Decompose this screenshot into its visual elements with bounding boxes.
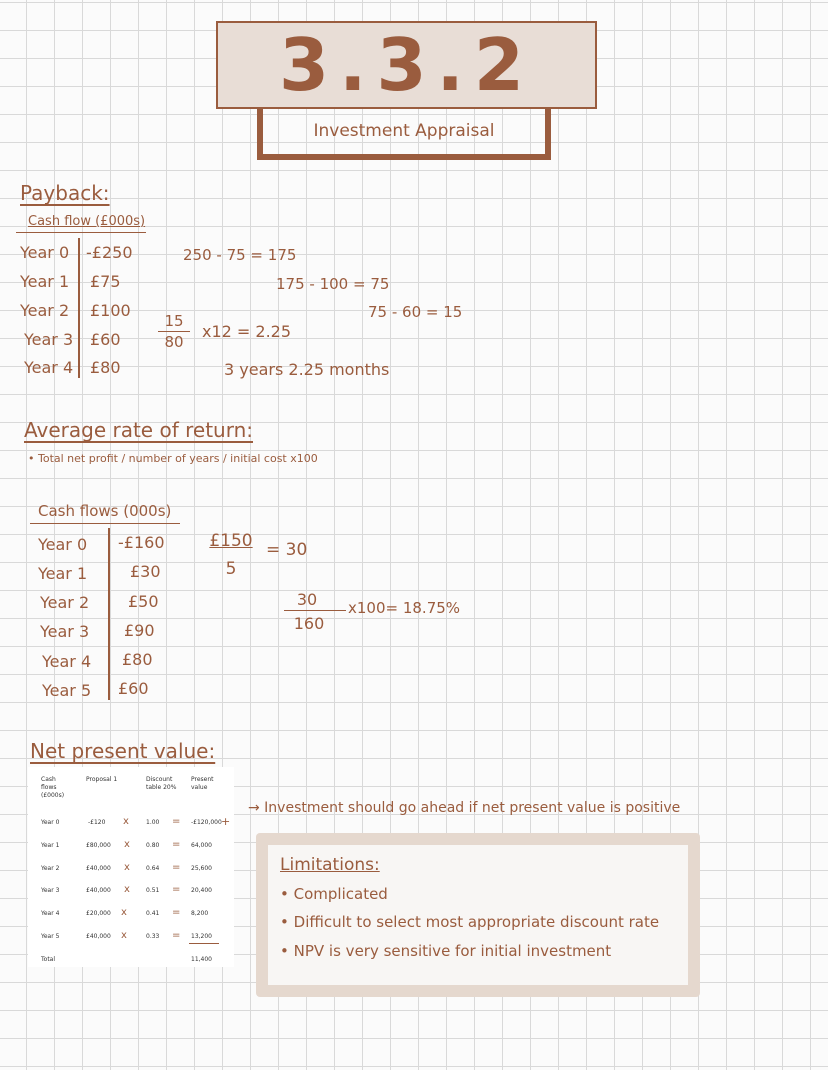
bullet-icon: • xyxy=(280,942,289,960)
plus-icon: + xyxy=(221,815,231,828)
limitation-text: Difficult to select most appropriate discount rate xyxy=(293,913,660,931)
arr-heading: Average rate of return: xyxy=(24,418,253,442)
arr-formula-text: Total net profit / number of years / initial cost x100 xyxy=(38,452,318,465)
equals-icon: = xyxy=(172,862,181,873)
payback-result: 3 years 2.25 months xyxy=(224,360,390,379)
npv-year-3: Year 3 xyxy=(41,887,60,894)
bullet-icon: • xyxy=(28,452,35,465)
multiply-icon: x xyxy=(124,839,130,850)
limitation-item xyxy=(280,913,659,931)
limitation-item xyxy=(280,885,388,903)
equals-icon: = xyxy=(172,930,181,941)
arr-value-1: £30 xyxy=(130,562,161,581)
multiply-icon: x xyxy=(123,816,129,827)
npv-col-cash-flows: Cash flows (£000s) xyxy=(41,776,65,799)
npv-year-4: Year 4 xyxy=(41,910,60,917)
npv-proposal-2: £40,000 xyxy=(86,865,111,872)
arr-frac1-den: 5 xyxy=(225,559,237,579)
limitation-text: Complicated xyxy=(293,885,388,903)
payback-frac-result: x12 = 2.25 xyxy=(202,322,292,341)
arr-value-2: £50 xyxy=(128,592,159,611)
npv-discount-4: 0.41 xyxy=(146,910,160,917)
arr-table-header: Cash flows (000s) xyxy=(38,502,172,520)
arr-frac2-bar xyxy=(284,610,346,611)
npv-pv-4: 8,200 xyxy=(191,910,209,917)
arr-table-divider xyxy=(108,528,110,700)
payback-year-1: Year 1 xyxy=(20,272,70,291)
limitation-text: NPV is very sensitive for initial investment xyxy=(293,942,612,960)
npv-discount-5: 0.33 xyxy=(146,933,160,940)
npv-proposal-3: £40,000 xyxy=(86,887,111,894)
payback-year-3: Year 3 xyxy=(24,330,74,349)
payback-year-0: Year 0 xyxy=(20,243,70,262)
npv-pv-3: 20,400 xyxy=(191,887,212,894)
arr-formula xyxy=(28,452,318,465)
arr-value-5: £60 xyxy=(118,679,149,698)
npv-table xyxy=(28,767,234,967)
payback-frac-bar xyxy=(158,331,190,332)
npv-year-1: Year 1 xyxy=(41,842,60,849)
payback-heading: Payback: xyxy=(20,181,110,205)
payback-value-3: £60 xyxy=(90,330,121,349)
npv-discount-3: 0.51 xyxy=(146,887,160,894)
arr-year-1: Year 1 xyxy=(38,564,88,583)
arr-year-0: Year 0 xyxy=(38,535,88,554)
subtitle-box xyxy=(257,108,551,160)
multiply-icon: x xyxy=(121,907,127,918)
npv-col-proposal: Proposal 1 xyxy=(86,776,118,783)
npv-year-5: Year 5 xyxy=(41,933,60,940)
npv-discount-1: 0.80 xyxy=(146,842,160,849)
arr-frac2-result: x100= 18.75% xyxy=(348,599,461,617)
arr-frac1-result: = 30 xyxy=(266,540,308,560)
payback-frac-num: 15 xyxy=(164,312,184,330)
arr-frac2-den: 160 xyxy=(293,614,325,633)
npv-proposal-0: -£120 xyxy=(88,819,106,826)
limitation-item xyxy=(280,942,611,960)
npv-note: → Investment should go ahead if net present value is positive xyxy=(248,800,681,816)
arr-value-4: £80 xyxy=(122,650,153,669)
page-title: 3.3.2 xyxy=(279,23,534,107)
npv-pv-5: 13,200 xyxy=(191,933,212,940)
payback-year-2: Year 2 xyxy=(20,301,70,320)
limitations-heading: Limitations: xyxy=(280,855,380,875)
payback-value-4: £80 xyxy=(90,358,121,377)
page-subtitle: Investment Appraisal xyxy=(313,121,495,141)
npv-total-label: Total xyxy=(41,956,56,963)
title-box xyxy=(216,21,597,109)
arr-header-rule xyxy=(30,523,180,524)
payback-calc-1: 250 - 75 = 175 xyxy=(183,246,297,264)
arr-year-3: Year 3 xyxy=(40,622,90,641)
limitations-inner xyxy=(268,845,688,985)
multiply-icon: x xyxy=(121,930,127,941)
bullet-icon: • xyxy=(280,885,289,903)
equals-icon: = xyxy=(172,907,181,918)
multiply-icon: x xyxy=(124,862,130,873)
npv-discount-2: 0.64 xyxy=(146,865,160,872)
arr-value-0: -£160 xyxy=(118,533,165,552)
payback-calc-3: 75 - 60 = 15 xyxy=(368,303,463,321)
payback-calc-2: 175 - 100 = 75 xyxy=(276,275,390,293)
npv-pv-2: 25,600 xyxy=(191,865,212,872)
npv-total-value: 11,400 xyxy=(191,956,212,963)
arr-year-4: Year 4 xyxy=(42,652,92,671)
npv-proposal-4: £20,000 xyxy=(86,910,111,917)
npv-pv-1: 64,000 xyxy=(191,842,212,849)
arr-year-5: Year 5 xyxy=(42,681,92,700)
payback-value-0: -£250 xyxy=(86,243,133,262)
bullet-icon: • xyxy=(280,913,289,931)
payback-header-rule xyxy=(16,232,146,233)
payback-value-2: £100 xyxy=(90,301,131,320)
npv-year-2: Year 2 xyxy=(41,865,60,872)
npv-col-present-value: Present value xyxy=(191,776,214,791)
npv-pv-0: -£120,000 xyxy=(191,819,222,826)
npv-proposal-5: £40,000 xyxy=(86,933,111,940)
npv-year-0: Year 0 xyxy=(41,819,60,826)
multiply-icon: x xyxy=(124,884,130,895)
payback-table-divider xyxy=(78,238,80,378)
arr-frac2-num: 30 xyxy=(296,590,318,609)
arr-year-2: Year 2 xyxy=(40,593,90,612)
npv-heading: Net present value: xyxy=(30,739,216,763)
equals-icon: = xyxy=(172,816,181,827)
arr-value-3: £90 xyxy=(124,621,155,640)
npv-col-discount: Discount table 20% xyxy=(146,776,177,791)
limitations-box xyxy=(256,833,700,997)
npv-total-rule xyxy=(189,943,219,944)
payback-frac-den: 80 xyxy=(164,333,184,351)
arr-frac1-num: £150 xyxy=(209,531,253,551)
npv-discount-0: 1.00 xyxy=(146,819,160,826)
equals-icon: = xyxy=(172,839,181,850)
equals-icon: = xyxy=(172,884,181,895)
payback-table-header: Cash flow (£000s) xyxy=(28,214,146,229)
npv-proposal-1: £80,000 xyxy=(86,842,111,849)
payback-value-1: £75 xyxy=(90,272,121,291)
payback-year-4: Year 4 xyxy=(24,358,74,377)
